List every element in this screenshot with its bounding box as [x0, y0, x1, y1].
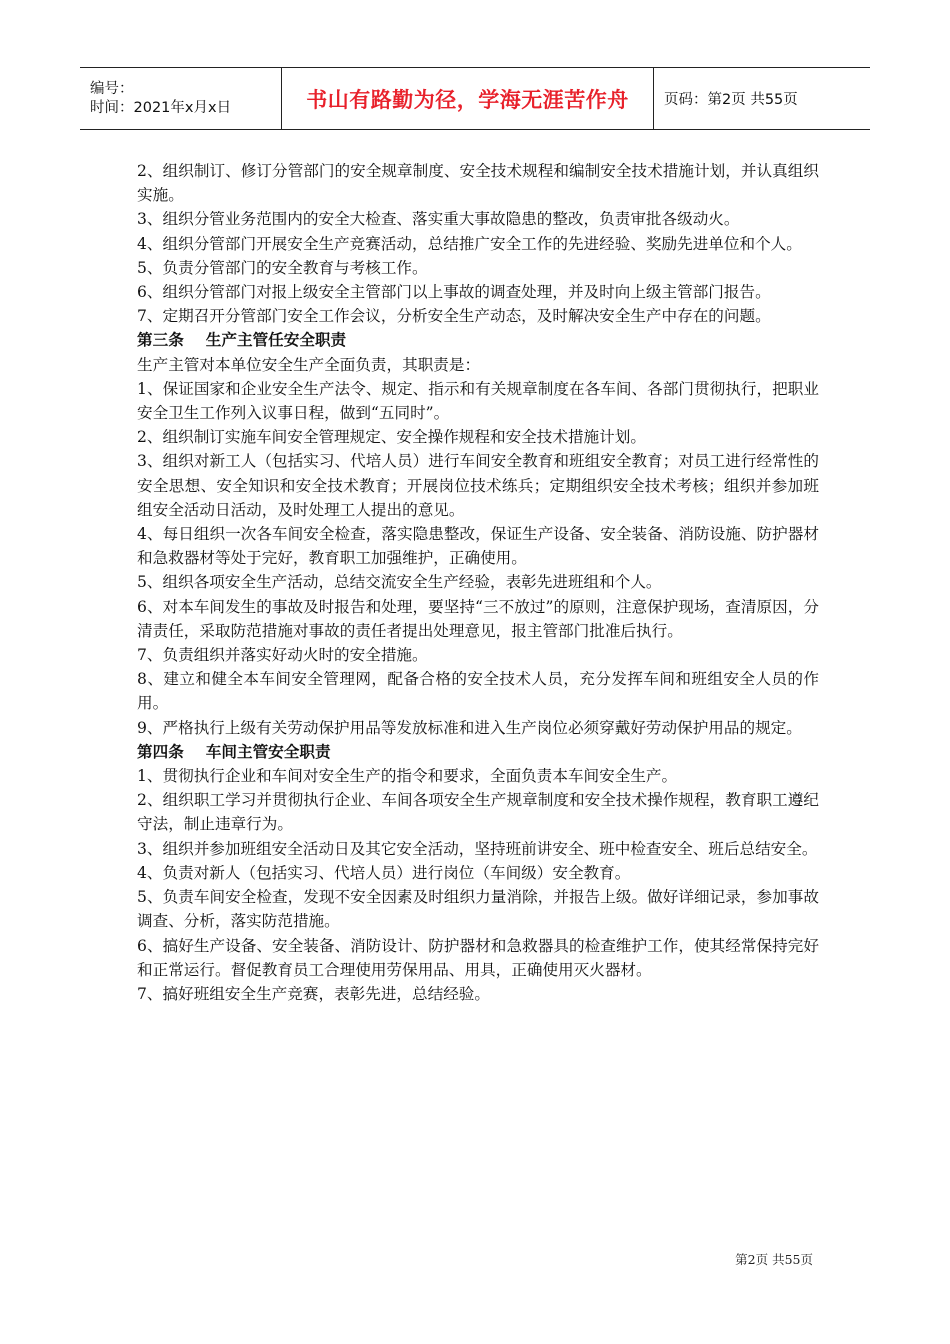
section-title: 生产主管任安全职责 — [205, 331, 347, 350]
section-number: 第三条 — [137, 331, 184, 350]
page-header — [80, 67, 870, 130]
header-motto — [282, 68, 654, 129]
header-page-number — [654, 68, 870, 129]
section-intro: 生产主管对本单位安全生产全面负责，其职责是： — [137, 355, 481, 374]
header-meta — [80, 68, 282, 129]
paragraph: 3、组织分管业务范围内的安全大检查、落实重大事故隐患的整改，负责审批各级动火。 — [137, 210, 740, 229]
paragraph: 1、贯彻执行企业和车间对安全生产的指令和要求，全面负责本车间安全生产。 — [137, 767, 678, 786]
paragraph: 6、搞好生产设备、安全装备、消防设计、防护器材和急救器具的检查维护工作，使其经常保持完好和正常运行。督促教育员工合理使用劳保用品、用具，正确使用灭火器材。 — [137, 936, 819, 979]
section-heading-4 — [137, 740, 819, 764]
header-page-label: 页码：第2页 共55页 — [664, 92, 798, 108]
paragraph: 1、保证国家和企业安全生产法令、规定、指示和有关规章制度在各车间、各部门贯彻执行，把职业安全卫生工作列入议事日程，做到“五同时”。 — [137, 379, 819, 423]
paragraph: 3、组织并参加班组安全活动日及其它安全活动，坚持班前讲安全、班中检查安全、班后总结安全。 — [137, 839, 818, 858]
paragraph: 6、对本车间发生的事故及时报告和处理，要坚持“三不放过”的原则，注意保护现场，查清原因，分清责任，采取防范措施对事故的责任者提出处理意见，报主管部门批准后执行。 — [137, 597, 819, 640]
paragraph: 7、负责组织并落实好动火时的安全措施。 — [137, 646, 428, 665]
paragraph: 3、组织对新工人（包括实习、代培人员）进行车间安全教育和班组安全教育；对员工进行经常性的安全思想、安全知识和安全技术教育；开展岗位技术练兵；定期组织安全技术考核；组织并参加班组安全活动日活动，及时处理工人提出的意见。 — [137, 452, 819, 519]
page-footer — [735, 1250, 813, 1268]
paragraph: 2、组织制订、修订分管部门的安全规章制度、安全技术规程和编制安全技术措施计划，并认真组织实施。 — [137, 162, 819, 205]
paragraph: 2、组织职工学习并贯彻执行企业、车间各项安全生产规章制度和安全技术操作规程，教育职工遵纪守法，制止违章行为。 — [137, 791, 819, 834]
paragraph: 2、组织制订实施车间安全管理规定、安全操作规程和安全技术措施计划。 — [137, 428, 646, 447]
section-title: 车间主管安全职责 — [205, 742, 331, 761]
document-date: 时间：2021年x月x日 — [90, 99, 232, 116]
paragraph: 5、组织各项安全生产活动，总结交流安全生产经验，表彰先进班组和个人。 — [137, 573, 662, 592]
document-body — [137, 159, 819, 1006]
paragraph: 5、负责分管部门的安全教育与考核工作。 — [137, 258, 428, 277]
paragraph: 5、负责车间安全检查，发现不安全因素及时组织力量消除，并报告上级。做好详细记录，参加事故调查、分析，落实防范措施。 — [137, 888, 819, 931]
paragraph: 7、定期召开分管部门安全工作会议，分析安全生产动态，及时解决安全生产中存在的问题。 — [137, 307, 771, 326]
paragraph: 4、组织分管部门开展安全生产竞赛活动，总结推广安全工作的先进经验、奖励先进单位和个人。 — [137, 234, 802, 253]
paragraph: 7、搞好班组安全生产竞赛，表彰先进，总结经验。 — [137, 984, 490, 1003]
section-number: 第四条 — [137, 742, 184, 761]
section-heading-3 — [137, 328, 819, 352]
paragraph: 6、组织分管部门对报上级安全主管部门以上事故的调查处理，并及时向上级主管部门报告。 — [137, 283, 771, 302]
footer-page-number: 第2页 共55页 — [735, 1252, 813, 1267]
paragraph: 4、每日组织一次各车间安全检查，落实隐患整改，保证生产设备、安全装备、消防设施、防护器材和急救器材等处于完好，教育职工加强维护，正确使用。 — [137, 525, 819, 568]
paragraph: 8、建立和健全本车间安全管理网，配备合格的安全技术人员，充分发挥车间和班组安全人员的作用。 — [137, 670, 819, 713]
paragraph: 4、负责对新人（包括实习、代培人员）进行岗位（车间级）安全教育。 — [137, 863, 631, 882]
motto-text: 书山有路勤为径，学海无涯苦作舟 — [306, 87, 629, 112]
paragraph: 9、严格执行上级有关劳动保护用品等发放标准和进入生产岗位必须穿戴好劳动保护用品的规定。 — [137, 718, 802, 737]
document-number: 编号： — [90, 80, 134, 97]
